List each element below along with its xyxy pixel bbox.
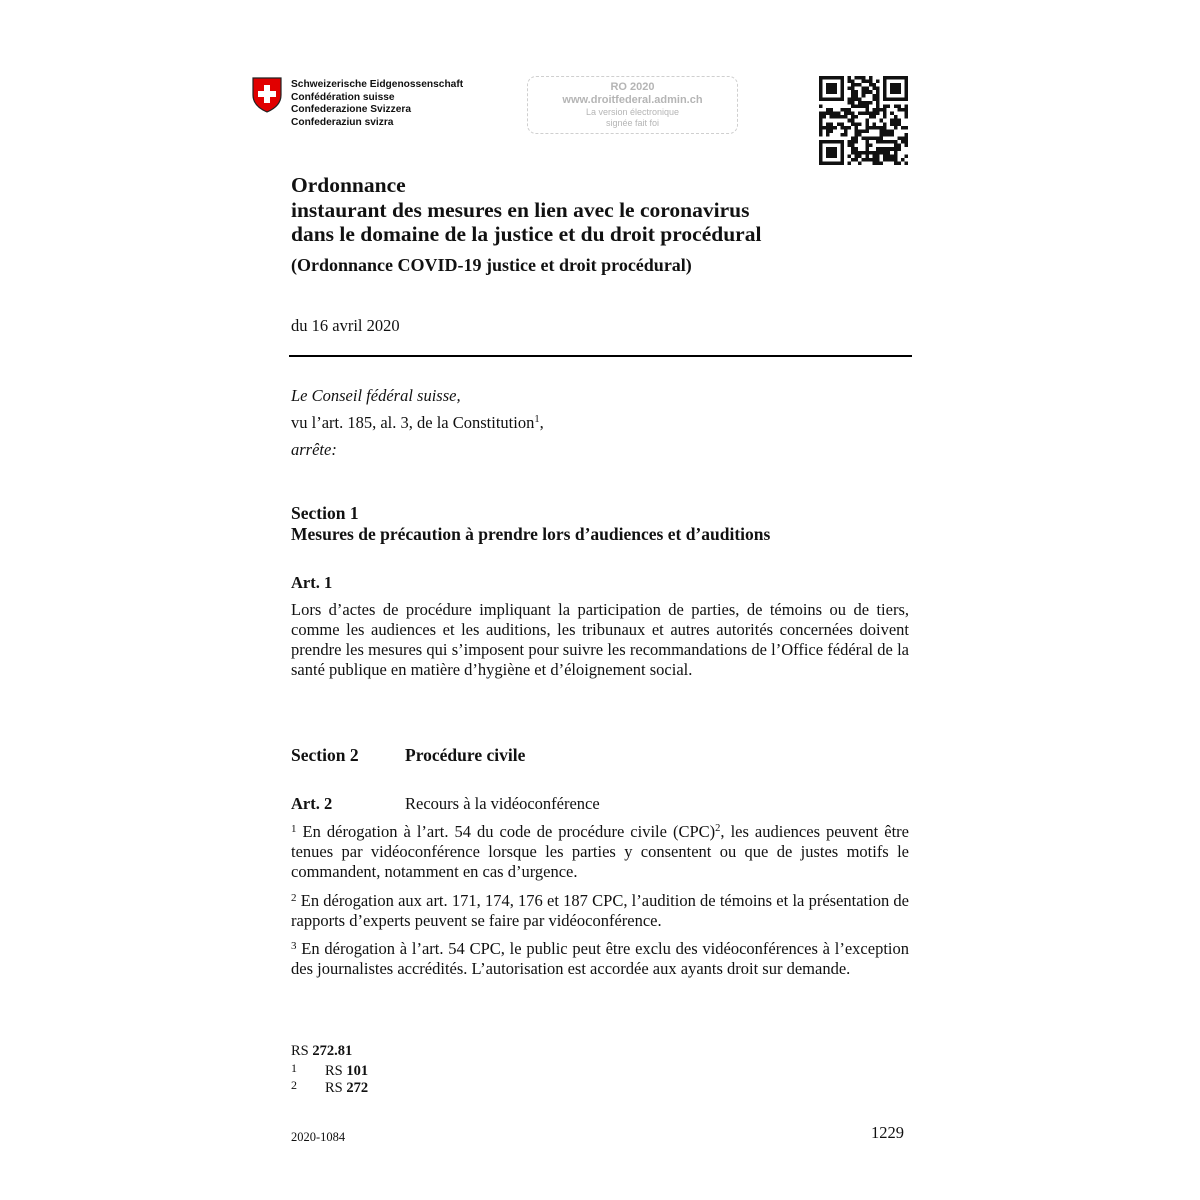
swiss-coat-of-arms-icon (252, 77, 282, 113)
article-2-paragraph-1 (291, 822, 909, 882)
confederation-name-fr: Confédération suisse (291, 91, 395, 103)
page-number: 1229 (871, 1123, 904, 1142)
short-title: (Ordonnance COVID-19 justice et droit procédural) (291, 255, 692, 275)
article-2-paragraph-3 (291, 939, 909, 979)
footnote-1-prefix: RS (325, 1063, 343, 1079)
preamble-basis-end: , (539, 413, 544, 432)
confederation-name-rm: Confederaziun svizra (291, 116, 394, 128)
stamp-note-line2: signée fait foi (605, 118, 660, 128)
paragraph-number: 3 (291, 940, 297, 952)
document-title (291, 173, 761, 247)
document-code: 2020-1084 (291, 1130, 346, 1144)
section-2-label: Section 2 (291, 745, 359, 765)
preamble-decree: arrête: (291, 440, 337, 459)
confederation-name-de: Schweizerische Eidgenossenschaft (291, 79, 464, 90)
qr-code-icon (819, 76, 908, 165)
footnote-2 (325, 1080, 368, 1096)
stamp-website: www.droitfederal.admin.ch (562, 94, 703, 106)
paragraph-number: 2 (291, 892, 297, 904)
paragraph-text-cont: , les audiences peuvent être tenues par vidéoconférence lorsque les parties y consentent ou que de justes motifs le commandent, notamment en cas d’urgence. (291, 822, 910, 881)
section-1-label: Section 1 (291, 503, 359, 523)
footnote-ref-1[interactable]: 1 (534, 414, 540, 425)
stamp-collection: RO 2020 (610, 81, 655, 93)
systematic-reference (291, 1043, 352, 1059)
paragraph-text: En dérogation aux art. 171, 174, 176 et 187 CPC, l’audition de témoins et la présentation de rapports d’experts peuvent se faire par vidéoconférence. (291, 891, 910, 930)
footnote-2-prefix: RS (325, 1080, 343, 1096)
footnote-1-number: 1 (291, 1061, 297, 1075)
footnote-1 (325, 1063, 368, 1079)
title-divider (289, 355, 912, 357)
qr-code-modules (819, 76, 908, 165)
confederation-name-it: Confederazione Svizzera (291, 104, 412, 116)
article-2-label: Art. 2 (291, 794, 333, 813)
footnote-2-number: 2 (291, 1078, 297, 1092)
rs-number: 272.81 (312, 1043, 353, 1059)
footnote-ref-2[interactable]: 2 (715, 823, 721, 834)
article-1-text: Lors d’actes de procédure impliquant la participation de parties, de témoins ou de tiers, comme les audiences et les auditions, les tribunaux et autres autorités concernées doivent prendre les mesures qui s’imposent pour suivre les recommandations de l’Office fédéral de la santé publique en matière d’hygiène et d’éloignement social. (291, 600, 909, 679)
section-1-title: Mesures de précaution à prendre lors d’audiences et d’auditions (291, 524, 771, 544)
confederation-name-block (291, 79, 463, 129)
stamp-note-line1: La version électronique (585, 107, 680, 117)
article-1-label: Art. 1 (291, 573, 333, 592)
paragraph-number: 1 (291, 823, 297, 835)
article-2-title: Recours à la vidéoconférence (405, 794, 600, 813)
section-2-title: Procédure civile (405, 745, 526, 765)
title-line-2: instaurant des mesures en lien avec le coronavirus (291, 197, 750, 222)
title-line-1: Ordonnance (291, 173, 406, 197)
preamble-authority: Le Conseil fédéral suisse, (291, 386, 461, 405)
preamble-basis-text: vu l’art. 185, al. 3, de la Constitution (291, 413, 535, 432)
footnote-1-ref: 101 (346, 1063, 369, 1079)
paragraph-text: En dérogation à l’art. 54 du code de procédure civile (CPC) (302, 822, 716, 841)
article-2-paragraph-2 (291, 891, 909, 931)
paragraph-text: En dérogation à l’art. 54 CPC, le public peut être exclu des vidéoconférences à l’exception des journalistes accrédités. L’autorisation est accordée aux ayants droit sur demande. (291, 939, 909, 978)
document-date: du 16 avril 2020 (291, 316, 400, 335)
preamble-basis (291, 413, 544, 433)
official-publication-stamp (527, 76, 738, 134)
footnote-2-ref: 272 (346, 1080, 369, 1096)
rs-prefix: RS (291, 1043, 309, 1059)
title-line-3: dans le domaine de la justice et du droit procédural (291, 222, 762, 246)
